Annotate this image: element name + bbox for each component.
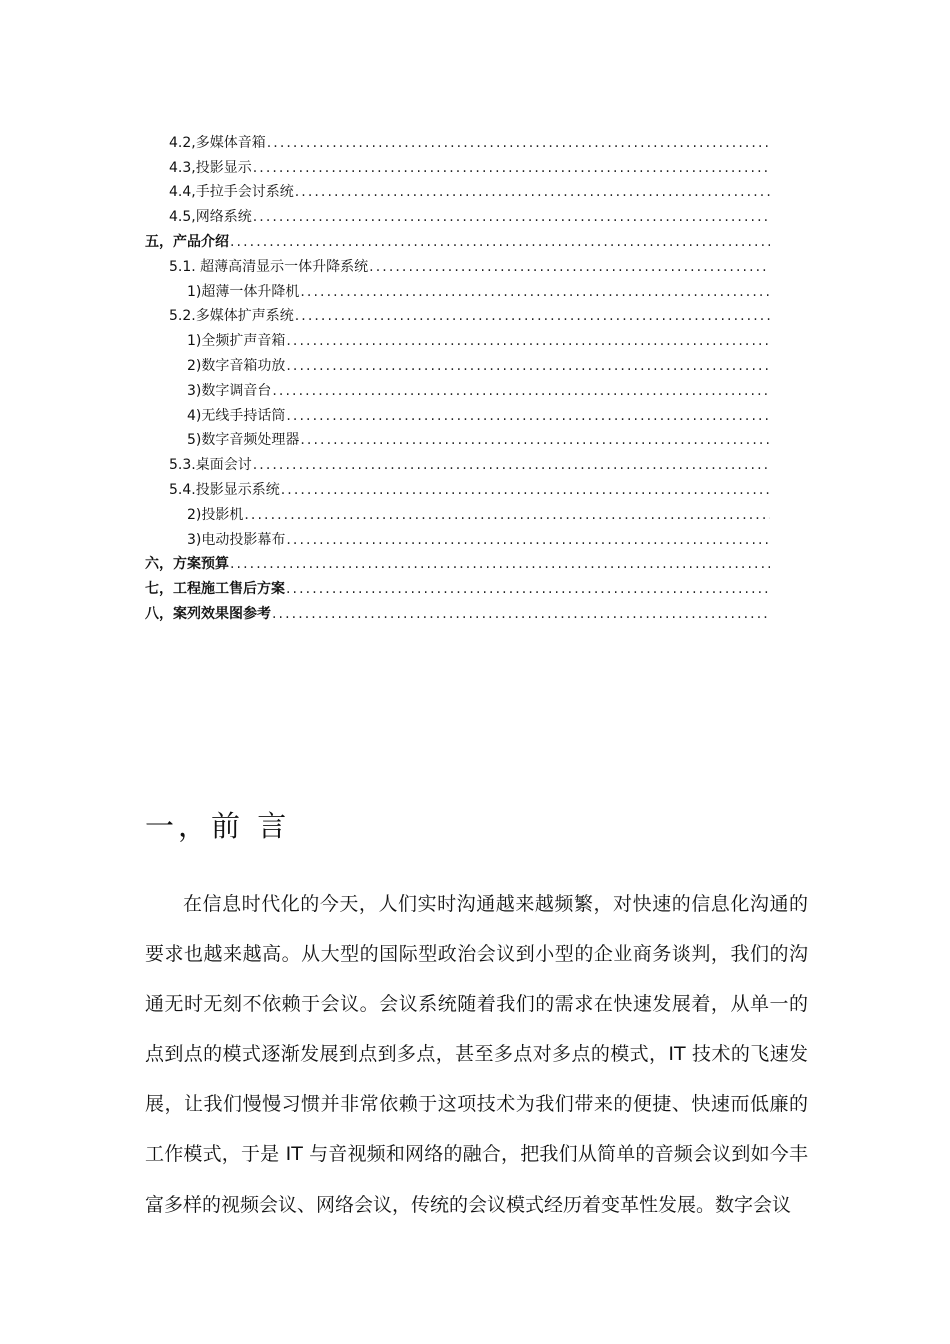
toc-dot-leader: [272, 605, 770, 623]
toc-dot-leader: [267, 134, 770, 152]
table-of-contents: [145, 127, 770, 623]
toc-entry[interactable]: [145, 177, 770, 202]
toc-entry[interactable]: [145, 251, 770, 276]
toc-dot-leader: [253, 208, 770, 226]
toc-entry-label: 八，案列效果图参考: [145, 605, 271, 622]
toc-dot-leader: [286, 332, 770, 350]
toc-dot-leader: [295, 307, 770, 325]
section-heading: 一，前 言: [145, 809, 291, 843]
toc-entry-label: 1)全频扩声音箱: [187, 333, 286, 350]
toc-entry-label: 5.2.多媒体扩声系统: [169, 308, 294, 325]
toc-entry-label: 5.4.投影显示系统: [169, 481, 280, 498]
toc-dot-leader: [272, 382, 770, 400]
toc-dot-leader: [286, 407, 770, 425]
toc-entry-label: 2)数字音箱功放: [187, 357, 286, 374]
toc-entry-label: 4.5,网络系统: [169, 209, 252, 226]
toc-entry-label: 4)无线手持话筒: [187, 407, 286, 424]
body-paragraph: 在信息时代化的今天，人们实时沟通越来越频繁，对快速的信息化沟通的要求也越来越高。从大型的国际型政治会议到小型的企业商务谈判，我们的沟通无时无刻不依赖于会议。会议系统随着我们的需求在快速发展着，从单一的点到点的模式逐渐发展到点到多点，甚至多点对多点的模式，IT 技术的飞速发展，让我们慢慢习惯并非常依赖于这项技术为我们带来的便捷、快速而低廉的工作模式，于是 IT 与音视频和网络的融合，把我们从简单的音频会议到如今丰富多样的视频会议、网络会议，传统的会议模式经历着变革性发展。数字会议: [145, 893, 808, 1216]
toc-entry-label: 4.2,多媒体音箱: [169, 134, 266, 151]
toc-entry[interactable]: [145, 598, 770, 623]
toc-entry-label: 3)数字调音台: [187, 382, 272, 399]
toc-dot-leader: [286, 580, 770, 598]
toc-entry-label: 4.3,投影显示: [169, 159, 252, 176]
toc-dot-leader: [369, 258, 770, 276]
toc-entry[interactable]: [145, 573, 770, 598]
toc-dot-leader: [253, 456, 770, 474]
toc-entry[interactable]: [145, 449, 770, 474]
toc-dot-leader: [300, 431, 770, 449]
toc-entry[interactable]: [145, 524, 770, 549]
toc-dot-leader: [295, 183, 770, 201]
toc-dot-leader: [286, 531, 770, 549]
toc-entry[interactable]: [145, 549, 770, 574]
toc-entry[interactable]: [145, 276, 770, 301]
toc-entry[interactable]: [145, 425, 770, 450]
toc-entry[interactable]: [145, 127, 770, 152]
toc-entry-label: 4.4,手拉手会讨系统: [169, 184, 294, 201]
toc-dot-leader: [300, 283, 770, 301]
toc-entry[interactable]: [145, 325, 770, 350]
toc-dot-leader: [230, 555, 770, 573]
toc-entry[interactable]: [145, 400, 770, 425]
toc-entry-label: 2)投影机: [187, 506, 244, 523]
toc-entry[interactable]: [145, 474, 770, 499]
toc-entry-label: 五，产品介绍: [145, 233, 229, 250]
toc-entry-label: 1)超薄一体升降机: [187, 283, 300, 300]
toc-entry-label: 5)数字音频处理器: [187, 432, 300, 449]
toc-entry[interactable]: [145, 375, 770, 400]
toc-entry-label: 七，工程施工售后方案: [145, 581, 285, 598]
toc-entry[interactable]: [145, 152, 770, 177]
toc-dot-leader: [253, 159, 770, 177]
toc-entry[interactable]: [145, 226, 770, 251]
toc-dot-leader: [244, 506, 770, 524]
toc-entry-label: 5.1. 超薄高清显示一体升降系统: [169, 258, 369, 275]
toc-entry-label: 5.3.桌面会讨: [169, 457, 252, 474]
toc-dot-leader: [230, 233, 770, 251]
toc-entry[interactable]: [145, 350, 770, 375]
toc-entry[interactable]: [145, 499, 770, 524]
toc-entry-label: 六，方案预算: [145, 556, 229, 573]
toc-entry[interactable]: [145, 201, 770, 226]
toc-entry[interactable]: [145, 301, 770, 326]
toc-dot-leader: [286, 357, 770, 375]
toc-dot-leader: [281, 481, 770, 499]
toc-entry-label: 3)电动投影幕布: [187, 531, 286, 548]
